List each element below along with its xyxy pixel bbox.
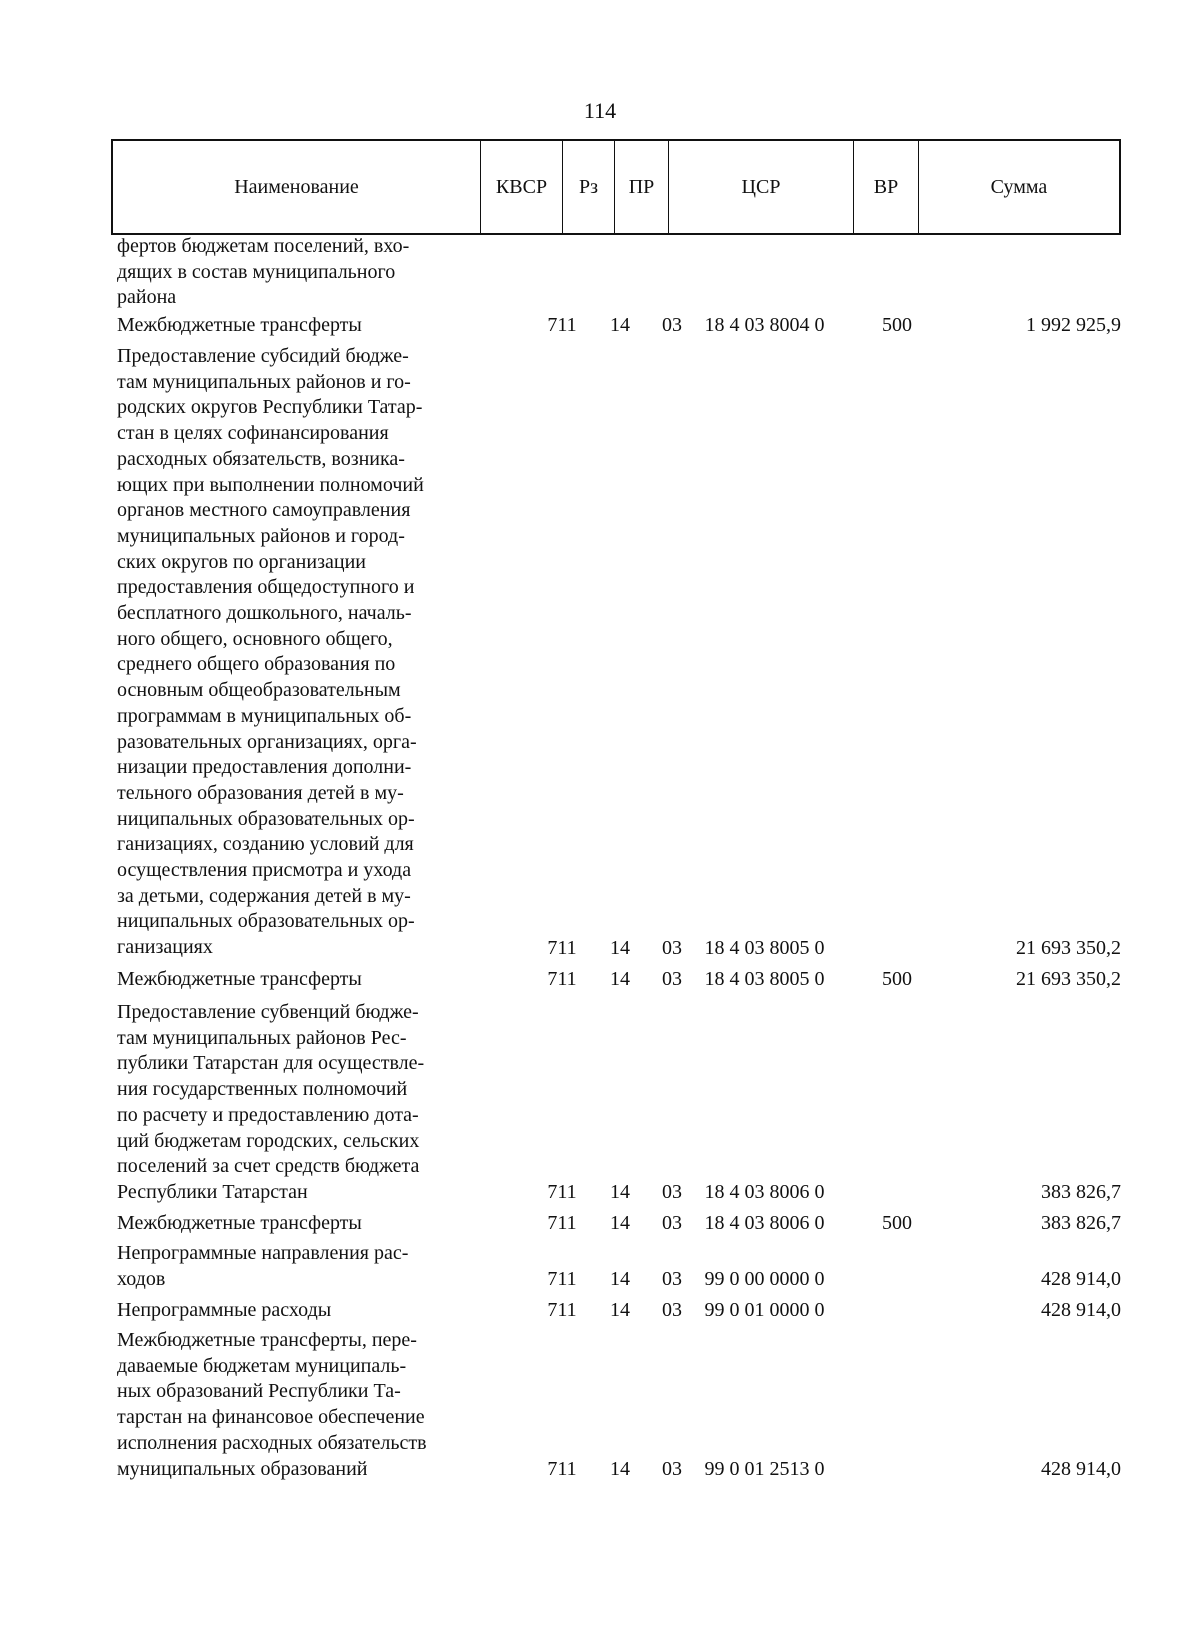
row-sum: 21 693 350,2 [1016,968,1121,991]
row-kvsr: 711 [547,1458,577,1481]
row-kvsr: 711 [547,1268,577,1291]
table-row [117,344,1123,962]
row-sum: 428 914,0 [1041,1299,1121,1322]
row-kvsr: 711 [547,968,577,991]
row-csr: 99 0 01 2513 0 [704,1458,825,1481]
row-name: Межбюджетные трансферты [117,314,362,336]
row-pr: 03 [662,1181,682,1204]
row-name: Межбюджетные трансферты [117,1212,362,1234]
row-csr: 18 4 03 8006 0 [704,1212,825,1235]
row-name: Предоставление субвенций бюдже- там муниципальных районов Рес- публики Татарстан для осуществле- ния государственных полномочий по расчету и предоставлению дота- ций бюджетам городских, сельских поселений за счет средств бюджета Республики Татарстан [117,1001,425,1203]
table-row [117,1328,1123,1483]
table-row [117,313,1123,339]
row-rz: 14 [610,314,630,337]
row-rz: 14 [610,1212,630,1235]
row-csr: 18 4 03 8005 0 [704,937,825,960]
row-csr: 18 4 03 8005 0 [704,968,825,991]
table-row [117,1000,1123,1206]
header-rz: Рз [563,141,615,233]
table-row [117,967,1123,993]
table-row [117,1298,1123,1324]
row-rz: 14 [610,937,630,960]
table-row [117,234,1123,312]
row-name: Непрограммные направления рас- ходов [117,1242,409,1290]
header-csr: ЦСР [669,141,854,233]
row-pr: 03 [662,1268,682,1291]
row-pr: 03 [662,1299,682,1322]
row-name: фертов бюджетам поселений, вхо- дящих в состав муниципального района [117,235,410,309]
table-row [117,1241,1123,1293]
row-name: Межбюджетные трансферты [117,968,362,990]
row-kvsr: 711 [547,937,577,960]
row-csr: 99 0 01 0000 0 [704,1299,825,1322]
row-pr: 03 [662,937,682,960]
row-pr: 03 [662,314,682,337]
row-rz: 14 [610,1181,630,1204]
header-pr: ПР [615,141,669,233]
row-sum: 21 693 350,2 [1016,937,1121,960]
row-pr: 03 [662,1458,682,1481]
row-sum: 428 914,0 [1041,1268,1121,1291]
row-kvsr: 711 [547,1181,577,1204]
row-kvsr: 711 [547,314,577,337]
row-name: Предоставление субсидий бюдже- там муниципальных районов и го- родских округов Республики Татар- стан в целях софинансирования расходных обязательств, возника- ющих при выполнении полномочий органов местного самоуправления муниципальных районов и город- ских округов по организации предоставления общедоступного и бесплатного дошкольного, началь- ного общего, основного общего, среднего общего образования по основным общеобразовательным программам в муниципальных об- разовательных организациях, орга- низации предоставления дополни- тельного образования детей в му- ниципальных образовательных ор- ганизациях, созданию условий для осуществления присмотра и ухода за детьми, содержания детей в му- ниципальных образовательных ор- ганизациях [117,345,424,959]
row-name: Межбюджетные трансферты, пере- даваемые бюджетам муниципаль- ных образований Республики Та- тарстан на финансовое обеспечение исполнения расходных обязательств муниципальных образований [117,1329,427,1480]
header-name: Наименование [113,141,481,233]
table-header [111,139,1121,235]
row-name: Непрограммные расходы [117,1299,332,1321]
row-vr: 500 [882,314,912,337]
row-vr: 500 [882,1212,912,1235]
row-rz: 14 [610,968,630,991]
row-sum: 428 914,0 [1041,1458,1121,1481]
row-vr: 500 [882,968,912,991]
header-sum: Сумма [990,175,1048,198]
header-kvsr: КВСР [481,141,563,233]
row-sum: 1 992 925,9 [1026,314,1121,337]
row-kvsr: 711 [547,1212,577,1235]
row-csr: 18 4 03 8006 0 [704,1181,825,1204]
row-csr: 18 4 03 8004 0 [704,314,825,337]
table-row [117,1211,1123,1237]
row-kvsr: 711 [547,1299,577,1322]
row-csr: 99 0 00 0000 0 [704,1268,825,1291]
row-pr: 03 [662,1212,682,1235]
row-sum: 383 826,7 [1041,1212,1121,1235]
row-rz: 14 [610,1458,630,1481]
header-vr: ВР [854,141,919,233]
row-sum: 383 826,7 [1041,1181,1121,1204]
row-rz: 14 [610,1299,630,1322]
page-number: 114 [583,98,617,123]
row-pr: 03 [662,968,682,991]
row-rz: 14 [610,1268,630,1291]
